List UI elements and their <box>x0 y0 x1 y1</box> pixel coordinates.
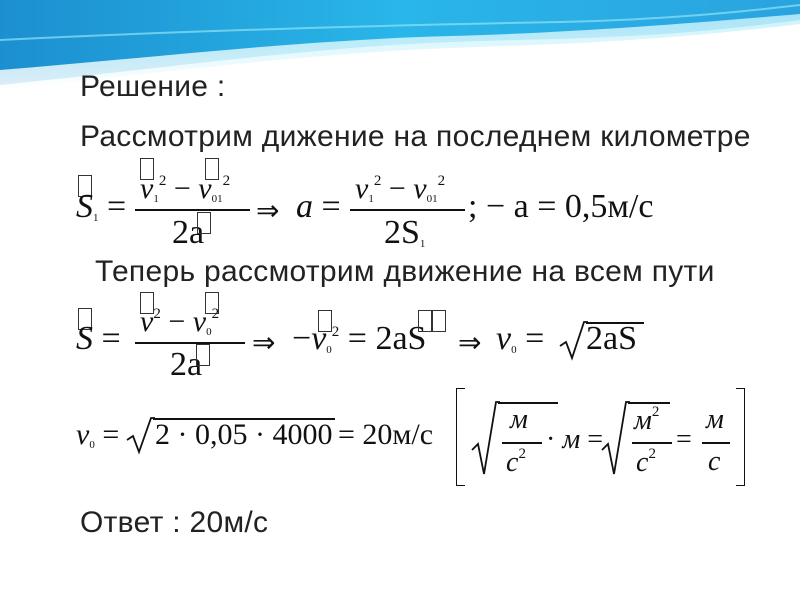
whole-path-text: Теперь рассмотрим движение на всем пути <box>95 255 715 288</box>
implies-arrow-2: ⇒ <box>252 326 276 359</box>
eq3-result: = 20м/с <box>338 418 434 451</box>
eq1-fraction-bar <box>135 209 250 211</box>
eq1-result: ; − a = 0,5м/с <box>468 188 654 225</box>
unit-frac-bar-3 <box>702 442 730 444</box>
eq2-box-e <box>418 300 446 338</box>
eq1-den2: $2S_1$ <box>384 214 426 251</box>
eq1-fraction-bar-2 <box>350 209 465 211</box>
last-km-text: Рассмотрим дижение на последнем километре <box>80 120 751 153</box>
eq1-lhs: $S_1$ = <box>76 188 127 225</box>
eq2-numerator: $v^2 - v_0^2$ <box>140 305 220 338</box>
eq1-num2: $v_1^2 - v_{01}^2$ <box>355 172 446 205</box>
sqrt-bar-3 <box>498 402 558 404</box>
implies-arrow-1: ⇒ <box>256 194 280 227</box>
sqrt-sign-1 <box>558 318 588 362</box>
eq2-den-box <box>196 334 210 372</box>
eq3-sqrt-content: 2 · 0,05 · 4000 <box>155 418 333 451</box>
implies-arrow-3: ⇒ <box>458 326 482 359</box>
unit-frac-bar-1 <box>502 442 542 444</box>
solution-title: Решение : <box>80 70 226 103</box>
answer-text: Ответ : 20м/с <box>80 506 269 539</box>
eq2-v0: $v_0$ = <box>496 320 545 357</box>
unit-c2-den-2: $с^2$ <box>636 446 656 478</box>
unit-c2-den: $с^2$ <box>506 446 526 478</box>
sqrt-sign-3 <box>470 398 500 478</box>
unit-equals: = <box>676 424 692 455</box>
eq2-lhs: S = <box>76 320 121 357</box>
eq1-den-box <box>197 202 211 240</box>
eq1-numerator: $v_1^2 - v_{01}^2$ <box>140 172 231 205</box>
sqrt-sign-2 <box>125 414 155 456</box>
unit-times-m: · м = <box>546 424 603 455</box>
eq3-v0: $v_0$ = <box>76 418 120 451</box>
eq2-fraction-bar <box>135 342 245 344</box>
left-bracket <box>456 388 465 486</box>
eq1-a: a = <box>296 188 341 225</box>
sqrt-sign-4 <box>600 398 630 478</box>
right-bracket <box>736 388 745 486</box>
eq2-denominator: 2a <box>170 346 203 383</box>
eq1-denominator: 2a <box>172 214 205 251</box>
unit-m2-num: $м^2$ <box>634 404 660 436</box>
unit-frac-bar-2 <box>632 442 672 444</box>
eq2-sqrt-content: 2aS <box>586 320 637 357</box>
unit-c-den: с <box>708 446 721 477</box>
eq2-mid: $-v_0^2 = 2aS$ <box>292 320 427 357</box>
unit-m-num-2: м <box>706 404 724 435</box>
unit-m-num: м <box>510 404 528 435</box>
eq2-box-d <box>318 300 332 338</box>
